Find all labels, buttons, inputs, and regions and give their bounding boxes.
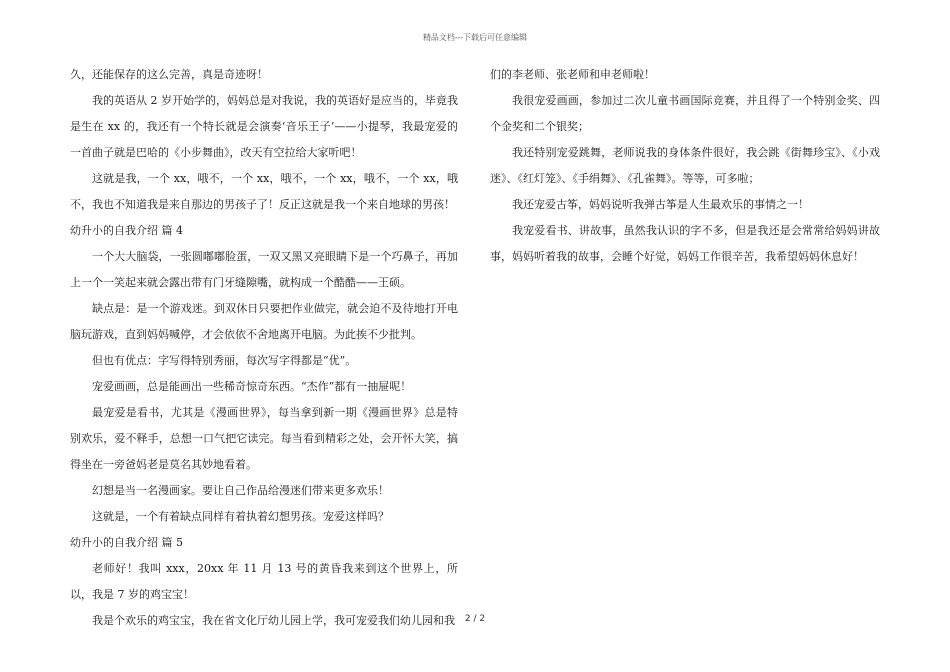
paragraph: 我的英语从 2 岁开始学的，妈妈总是对我说，我的英语好是应当的，毕竟我是生在 xx 的，我还有一个特长就是会演奏‘音乐王子’——小提琴，我最宠爱的一首曲子就是巴哈的《小步舞曲》，改天有空拉给大家听吧！ — [70, 94, 458, 159]
paragraph: 我还宠爱古筝，妈妈说听我弹古筝是人生最欢乐的事情之一！ — [512, 198, 809, 211]
paragraph: 老师好！我叫 xxx，20xx 年 11 月 13 号的黄昏我来到这个世界上，所以，我是 7 岁的鸡宝宝！ — [70, 562, 458, 601]
paragraph: 幻想是当一名漫画家。要让自己作品给漫迷们带来更多欢乐！ — [92, 484, 389, 497]
page-header: 精品文档---下载后可任意编辑 — [422, 33, 528, 42]
paragraph: 我是个欢乐的鸡宝宝，我在省文化厅幼儿园上学，我可宠爱我们幼儿园和我 — [92, 614, 455, 627]
paragraph: 宠爱画画，总是能画出一些稀奇惊奇东西。“杰作”都有一抽屉呢！ — [92, 380, 412, 393]
paragraph: 我很宠爱画画，参加过二次儿童书画国际竞赛，并且得了一个特别金奖、四个金奖和二个银奖； — [490, 94, 880, 133]
paragraph: 我还特别宠爱跳舞，老师说我的身体条件很好，我会跳《街舞珍宝》、《小戏迷》、《红灯笼》、《手绢舞》、《孔雀舞》。等等，可多啦； — [490, 146, 880, 185]
paragraph: 们的李老师、张老师和申老师啦！ — [490, 68, 655, 81]
section-heading: 幼升小的自我介绍 篇 4 — [70, 224, 183, 237]
page-number: 2 / 2 — [464, 614, 486, 624]
paragraph: 一个大大脑袋，一张圆嘟嘟脸蛋，一双又黑又亮眼睛下是一个巧鼻子，再加上一个一笑起来就会露出带有门牙缝隙嘴，就构成一个酷酷——王硕。 — [70, 250, 458, 289]
section-heading: 幼升小的自我介绍 篇 5 — [70, 536, 183, 549]
paragraph: 久，还能保存的这么完善，真是奇迹呀！ — [70, 68, 268, 81]
left-column — [70, 62, 458, 634]
right-column — [490, 62, 880, 270]
paragraph: 这就是我，一个 xx，哦不，一个 xx，哦不，一个 xx，哦不，一个 xx，哦不，我也不知道我是来自那边的男孩子了！反正这就是我一个来自地球的男孩！ — [70, 172, 458, 211]
paragraph: 但也有优点：字写得特别秀丽，每次写字得都是“优”。 — [92, 354, 357, 367]
paragraph: 最宠爱是看书，尤其是《漫画世界》，每当拿到新一期《漫画世界》总是特别欢乐，爱不释手，总想一口气把它读完。每当看到精彩之处，会开怀大笑，搞得坐在一旁爸妈老是莫名其妙地看着。 — [70, 406, 458, 471]
paragraph: 缺点是：是一个游戏迷。到双休日只要把作业做完，就会迫不及待地打开电脑玩游戏，直到妈妈喊停，才会依依不舍地离开电脑。为此挨不少批判。 — [70, 302, 458, 341]
paragraph: 我宠爱看书、讲故事，虽然我认识的字不多，但是我还是会常常给妈妈讲故事，妈妈听着我的故事，会睡个好觉，妈妈工作很辛苦，我希望妈妈休息好！ — [490, 224, 880, 263]
paragraph: 这就是，一个有着缺点同样有着执着幻想男孩。宠爱这样吗？ — [92, 510, 389, 523]
